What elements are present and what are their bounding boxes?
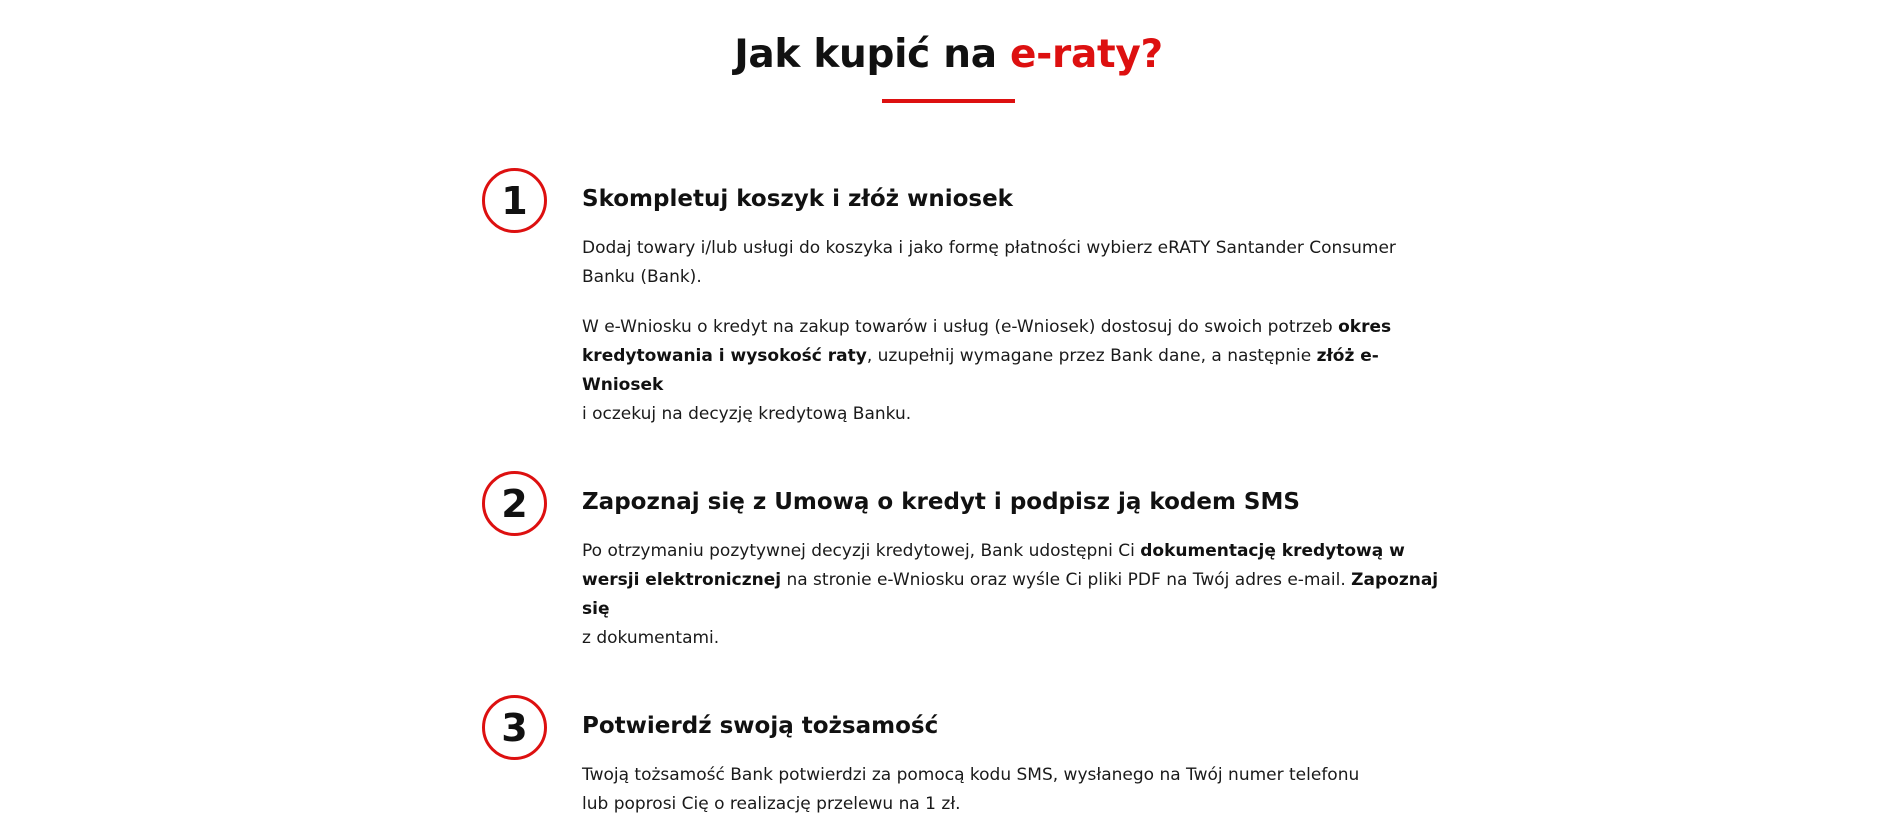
step-1	[482, 168, 1442, 429]
title-main: Jak kupić na	[734, 32, 1010, 77]
text-segment: na stronie e-Wniosku oraz wyśle Ci pliki PDF na Twój adres e-mail.	[781, 570, 1352, 590]
step-3	[482, 695, 1442, 819]
step-description	[582, 313, 1442, 429]
text-segment: , uzupełnij wymagane przez Bank dane, a następnie	[866, 346, 1317, 366]
text-segment: W e-Wniosku o kredyt na zakup towarów i usług (e-Wniosek) dostosuj do swoich potrzeb	[582, 317, 1339, 337]
section-header	[0, 32, 1897, 103]
step-description	[582, 537, 1442, 653]
step-description: Dodaj towary i/lub usługi do koszyka i jako formę płatności wybierz eRATY Santander Consumer Banku (Bank).	[582, 238, 1396, 287]
text-emphasis: okres kredytowania i wysokość raty	[582, 317, 1392, 366]
text-segment: i oczekuj na decyzję kredytową Banku.	[582, 404, 912, 424]
text-emphasis: złóż e-Wniosek	[582, 346, 1379, 395]
text-segment: z dokumentami.	[582, 628, 720, 648]
step-title: Potwierdź swoją tożsamość	[582, 713, 939, 739]
title-underline	[882, 99, 1015, 103]
step-description: Twoją tożsamość Bank potwierdzi za pomocą kodu SMS, wysłanego na Twój numer telefonu lub poprosi Cię o realizację przelewu na 1 zł.	[582, 765, 1360, 814]
text-emphasis: Zapoznaj się	[582, 570, 1439, 619]
step-2	[482, 471, 1442, 653]
steps-list	[482, 168, 1442, 819]
title-accent: e-raty?	[1010, 32, 1163, 77]
text-segment: Po otrzymaniu pozytywnej decyzji kredytowej, Bank udostępni Ci	[582, 541, 1141, 561]
step-number-badge: 3	[482, 695, 547, 760]
page-title	[0, 32, 1897, 78]
text-emphasis: dokumentację kredytową w wersji elektronicznej	[582, 541, 1405, 590]
step-title: Zapoznaj się z Umową o kredyt i podpisz ją kodem SMS	[582, 489, 1300, 515]
step-number-badge: 2	[482, 471, 547, 536]
step-number-badge: 1	[482, 168, 547, 233]
step-title: Skompletuj koszyk i złóż wniosek	[582, 186, 1013, 212]
